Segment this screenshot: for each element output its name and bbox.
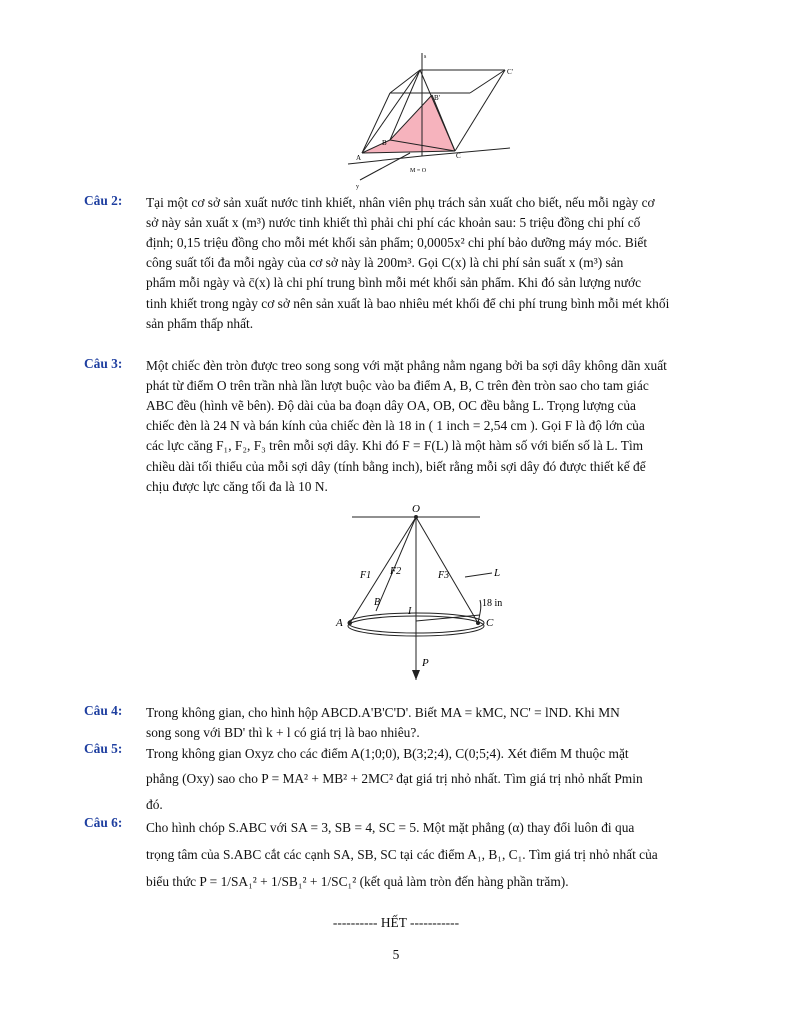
label-y: y (356, 184, 359, 190)
label-m-o: M = O (410, 168, 427, 174)
pyramid-figure (330, 48, 530, 190)
question-5 (84, 741, 709, 817)
label-b-lamp: B (374, 597, 381, 608)
question-4-label: Câu 4: (84, 703, 123, 718)
q5-line: Trong không gian Oxyz cho các điểm A(1;0;0), B(3;2;4), C(0;5;4). Xét điểm M thuộc mặt (146, 746, 629, 761)
label-c-prime: C' (507, 68, 513, 76)
label-o: O (412, 503, 420, 515)
question-2 (84, 193, 709, 334)
lamp-figure (330, 500, 530, 690)
q6-line: biểu thức P = 1/SA₁² + 1/SB₁² + 1/SC₁² (kết quả làm tròn đến hàng phần trăm). (146, 873, 569, 889)
label-f1: F1 (360, 570, 372, 581)
q4-line: song song với BD' thì k + l có giá trị là bao nhiêu?. (146, 725, 420, 741)
question-6-label: Câu 6: (84, 815, 123, 830)
label-a-lamp: A (336, 617, 343, 629)
label-l: L (494, 567, 501, 579)
question-3-label: Câu 3: (84, 356, 123, 371)
question-3 (84, 356, 709, 497)
q6-line: trọng tâm của S.ABC cắt các cạnh SA, SB, SC tại các điểm A₁, B₁, C₁. Tìm giá trị nhỏ nhất của (146, 846, 658, 862)
label-b: B (382, 139, 387, 147)
q2-line: tinh khiết trong ngày cơ sở nên sản xuất là bao nhiêu mét khối để chi phí trung bình mỗi mét khối (146, 295, 670, 311)
end-marker: ---------- HẾT ----------- (332, 915, 460, 930)
q5-line: đó. (146, 796, 163, 812)
label-i: I (408, 606, 412, 617)
question-5-label: Câu 5: (84, 741, 123, 756)
label-p: P (422, 657, 429, 669)
q3-line: chịu được lực căng tối đa là 10 N. (146, 478, 328, 494)
q3-line: chiếc đèn là 24 N và bán kính của chiếc đèn là 18 in ( 1 inch = 2,54 cm ). Gọi F là độ lớn của (146, 418, 645, 434)
q3-line: ABC đều (hình vẽ bên). Độ dài của ba đoạn dây OA, OB, OC đều bằng L. Trọng lượng của (146, 398, 636, 414)
question-2-label: Câu 2: (84, 193, 123, 208)
q2-line: sở này sản xuất x (m³) nước tinh khiết thì phải chi phí các khoản sau: 5 triệu đồng chi phí cố (146, 215, 641, 231)
page-number: 5 (392, 947, 400, 962)
q2-line: phẩm mỗi ngày và c̄(x) là chi phí trung bình mỗi mét khối sản phẩm. Khi đó sản lượng nước (146, 275, 642, 291)
question-6 (84, 815, 709, 895)
q2-line: Tại một cơ sở sản xuất nước tinh khiết, nhân viên phụ trách sản xuất cho biết, nếu mỗi ngày cơ (146, 195, 655, 210)
q4-line: Trong không gian, cho hình hộp ABCD.A'B'C'D'. Biết MA = kMC, NC' = lND. Khi MN (146, 705, 620, 720)
label-f3: F3 (438, 570, 450, 581)
label-b-prime: B' (434, 94, 440, 102)
label-radius: 18 in (482, 598, 503, 609)
q3-line: Một chiếc đèn tròn được treo song song với mặt phẳng nằm ngang bởi ba sợi dây không dãn xuất (146, 358, 667, 373)
question-4 (84, 703, 709, 743)
q2-line: định; 0,15 triệu đồng cho mỗi mét khối sản phẩm; 0,0005x² chi phí bảo dưỡng máy móc. Biết (146, 235, 648, 251)
q3-line: phát từ điểm O trên trần nhà lần lượt buộc vào ba điểm A, B, C trên đèn tròn sao cho tam giác (146, 378, 649, 394)
q6-line: Cho hình chóp S.ABC với SA = 3, SB = 4, SC = 5. Một mặt phẳng (α) thay đổi luôn đi qua (146, 820, 635, 835)
q3-line: chiều dài tối thiểu của mỗi sợi dây (tính bằng inch), biết rằng mỗi sợi dây đó được thiết kế để (146, 458, 646, 474)
label-s: s (424, 54, 427, 60)
label-a: A (356, 154, 362, 162)
q5-line: phẳng (Oxy) sao cho P = MA² + MB² + 2MC² đạt giá trị nhỏ nhất. Tìm giá trị nhỏ nhất Pmin (146, 771, 643, 787)
label-c: C (456, 152, 461, 160)
q2-line: sản phẩm thấp nhất. (146, 315, 254, 331)
label-f2: F2 (390, 566, 402, 577)
q2-line: công suất tối đa mỗi ngày của cơ sở này là 200m³. Gọi C(x) là chi phí sản suất x (m³) sản (146, 255, 624, 271)
q3-line: các lực căng F₁, F₂, F₃ trên mỗi sợi dây. Khi đó F = F(L) là một hàm số với biến số là L. Tìm (146, 438, 644, 454)
label-c-lamp: C (486, 617, 494, 629)
